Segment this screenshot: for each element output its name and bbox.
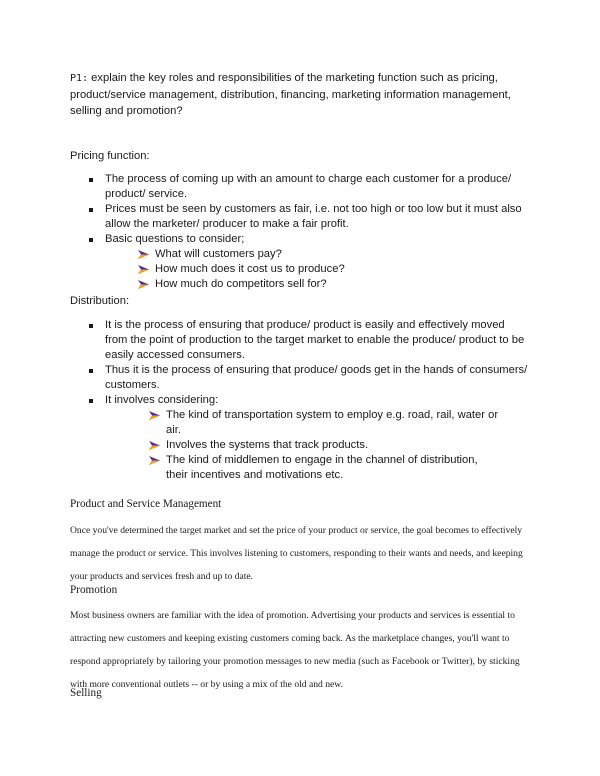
list-item: It is the process of ensuring that produce/ product is easily and effectively moved from the point of production to the target market to enable the produce/ product to be easily accessed consumers. — [88, 318, 528, 363]
promotion-heading: Promotion — [70, 584, 118, 596]
list-item: How much does it cost us to produce? — [138, 262, 528, 277]
selling-heading: Selling — [70, 687, 102, 699]
list-item: The kind of middlemen to engage in the channel of distribution, their incentives and motivations etc. — [149, 453, 499, 483]
list-item: The process of coming up with an amount to charge each customer for a produce/ product/ service. — [88, 172, 528, 202]
pricing-bullet-list — [88, 172, 528, 292]
list-item: Basic questions to consider; What will customers pay? How much does it cost us to produce? How much do competitors sell for? — [88, 232, 528, 292]
square-bullet-icon — [89, 399, 93, 403]
list-item: Involves the systems that track products. — [149, 438, 499, 453]
list-item: What will customers pay? — [138, 247, 528, 262]
pricing-heading: Pricing function: — [70, 150, 150, 162]
arrow-bullet-icon — [149, 410, 161, 421]
arrow-bullet-icon — [138, 279, 150, 290]
product-service-paragraph: Once you've determined the target market and set the price of your product or service, the goal becomes to effectively manage the product or service. This involves listening to customers, responding to their wants and needs, and keeping your products and services fresh and up to date. — [70, 525, 523, 582]
square-bullet-icon — [89, 178, 93, 182]
distribution-consideration-list — [149, 408, 499, 483]
list-item: It involves considering: The kind of transportation system to employ e.g. road, rail, water or air. Involves the systems that track products. The kind of middlemen to engage in the channel of distribution, their incentives and motivations etc. — [88, 393, 528, 483]
arrow-bullet-icon — [138, 249, 150, 260]
square-bullet-icon — [89, 238, 93, 242]
square-bullet-icon — [89, 369, 93, 373]
assignment-question — [70, 70, 540, 119]
arrow-bullet-icon — [149, 440, 161, 451]
square-bullet-icon — [89, 324, 93, 328]
list-item: The kind of transportation system to employ e.g. road, rail, water or air. — [149, 408, 499, 438]
question-text: explain the key roles and responsibilities of the marketing function such as pricing, product/service management, distribution, financing, marketing information management, selling and promotion? — [70, 72, 511, 117]
pricing-question-list — [138, 247, 528, 292]
product-service-heading: Product and Service Management — [70, 498, 222, 510]
promotion-paragraph: Most business owners are familiar with the idea of promotion. Advertising your products and services is essential to attracting new customers and keeping existing customers coming back. As the marketplace changes, you'll want to respond appropriately by tailoring your promotion messages to new media (such as Facebook or Twitter), by sticking with more conventional outlets -- or by using a mix of the old and new. — [70, 610, 520, 690]
square-bullet-icon — [89, 208, 93, 212]
list-item: Prices must be seen by customers as fair, i.e. not too high or too low but it must also allow the marketer/ producer to make a fair profit. — [88, 202, 528, 232]
arrow-bullet-icon — [138, 264, 150, 275]
distribution-heading: Distribution: — [70, 295, 130, 307]
arrow-bullet-icon — [149, 455, 161, 466]
list-item: How much do competitors sell for? — [138, 277, 528, 292]
question-label: P1: — [70, 73, 89, 84]
distribution-bullet-list — [88, 318, 528, 483]
list-item: Thus it is the process of ensuring that produce/ goods get in the hands of consumers/ customers. — [88, 363, 528, 393]
